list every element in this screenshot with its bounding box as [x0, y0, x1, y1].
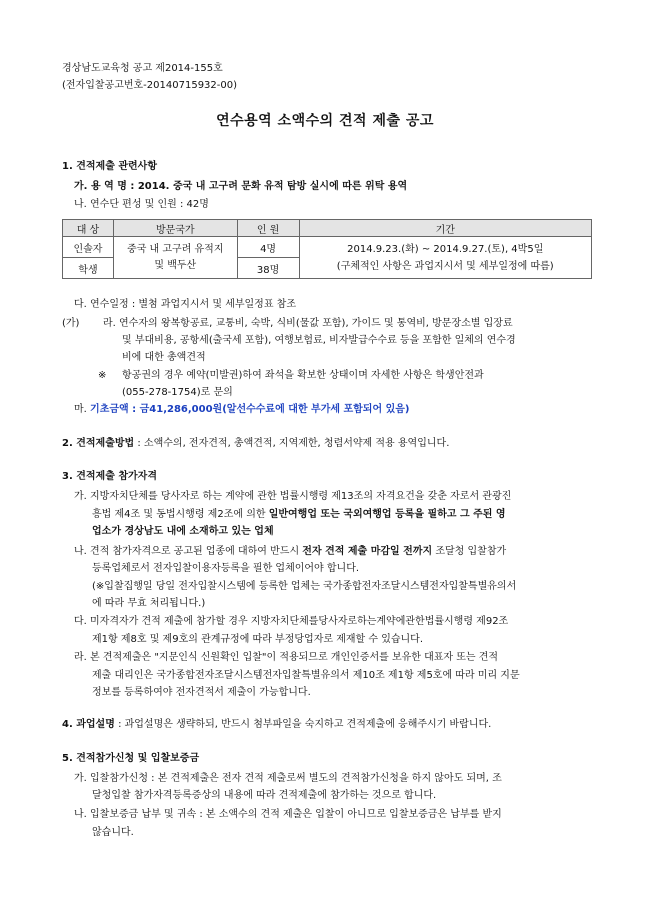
document-title: 연수용역 소액수의 견적 제출 공고 [216, 113, 434, 129]
s1-item-ra-cont: 및 부대비용, 공항세(출국세 포함), 여행보험료, 비자발급수수료 등을 포함한 일체의 연수경 [122, 335, 516, 346]
table-header-cell: 기간 [299, 220, 591, 237]
s1-item-ga: 가. 용 역 명 : 2014. 중국 내 고구려 문화 유적 탐방 실시에 따른 위탁 용역 [74, 181, 408, 192]
period-line: (구체적인 사항은 과업지시서 및 세부일정에 따름) [336, 260, 554, 272]
note-mark: ※ [98, 370, 107, 381]
notice-number: 경상남도교육청 공고 제2014-155호 [62, 63, 223, 74]
s3-item-ra-cont: 정보를 등록하여야 전자견적서 제출이 가능합니다. [92, 687, 311, 698]
s3-item-da: 다. 미자격자가 견적 제출에 참가할 경우 지방자치단체를당사자로하는계약에관한법률시행령 제92조 [74, 616, 509, 627]
s3-na-plain: 조달청 입찰참가 [432, 546, 507, 557]
table-header-cell: 대 상 [63, 220, 114, 237]
base-amount: 기초금액 : 금41,286,000원(알선수수료에 대한 부가세 포함되어 있음) [90, 404, 410, 415]
s3-item-ga: 가. 지방자치단체를 당사자로 하는 계약에 관한 법률시행령 제13조의 자격요건을 갖춘 자로서 관광진 [74, 491, 512, 502]
s1-ra-prefix: (가) [62, 318, 80, 329]
s1-item-ra: 라. 연수자의 왕복항공료, 교통비, 숙박, 식비(물값 포함), 가이드 및 통역비, 방문장소별 입장료 [103, 318, 513, 329]
section-4-text: : 과업설명은 생략하되, 반드시 첨부파일을 숙지하고 견적제출에 응해주시기 바랍니다. [114, 719, 492, 730]
s3-item-na-cont: (※입찰집행일 당일 전자입찰시스템에 등록한 업체는 국가종합전자조달시스템전자입찰특별유의서 [92, 581, 517, 592]
s1-item-ma [74, 403, 410, 416]
s3-item-na-cont: 등록업체로서 전자입찰이용자등록을 필한 업체이어야 합니다. [92, 563, 360, 574]
s1-item-ra-cont: 비에 대한 총액견적 [122, 352, 206, 363]
s3-item-ra-cont: 제출 대리인은 국가종합전자조달시스템전자입찰특별유의서 제10조 제1항 제5호에 따라 미리 지문 [92, 670, 520, 681]
s1-note: 항공권의 경우 예약(미발권)하여 좌석을 확보한 상태이며 자세한 사항은 학생안전과 [122, 370, 484, 381]
section-4 [62, 718, 491, 731]
s3-item-da-cont: 제1항 제8호 및 제9호의 관계규정에 따라 부정당업자로 제재할 수 있습니다. [92, 634, 424, 645]
s5-item-na-cont: 않습니다. [92, 827, 134, 838]
s3-item-na-cont: 에 따라 무효 처리됩니다.) [92, 598, 206, 609]
section-3-heading: 3. 견적제출 참가자격 [62, 471, 157, 482]
e-notice-number: (전자입찰공고번호-20140715932-00) [62, 80, 238, 91]
section-1-heading: 1. 견적제출 관련사항 [62, 161, 157, 172]
s3-item-na [74, 545, 506, 558]
section-4-heading: 4. 과업설명 [62, 719, 115, 730]
table-cell-country [113, 237, 237, 279]
table-cell-target: 인솔자 [63, 237, 114, 258]
country-line: 및 백두산 [154, 259, 197, 271]
table-cell-count: 4명 [237, 237, 299, 258]
section-2 [62, 437, 449, 450]
s1-item-da: 다. 연수일정 : 별첨 과업지시서 및 세부일정표 참조 [74, 299, 296, 310]
table-row [63, 237, 592, 258]
section-5-heading: 5. 견적참가신청 및 입찰보증금 [62, 753, 200, 764]
period-line: 2014.9.23.(화) ~ 2014.9.27.(토), 4박5일 [347, 243, 544, 255]
section-2-heading: 2. 견적제출방법 [62, 438, 135, 449]
country-line: 중국 내 고구려 유적지 [127, 243, 224, 255]
s5-item-ga-cont: 달청입찰 참가자격등록증상의 내용에 따라 견적제출에 참가하는 것으로 합니다. [92, 790, 437, 801]
table-header-cell: 인 원 [237, 220, 299, 237]
s3-ga-plain: 흥법 제4조 및 동법시행령 제2조에 의한 [92, 509, 269, 520]
s3-item-ga-cont: 업소가 경상남도 내에 소재하고 있는 업체 [92, 526, 274, 537]
s1-ma-prefix: 마. [74, 404, 91, 415]
s5-item-na: 나. 입찰보증금 납부 및 귀속 : 본 소액수의 견적 제출은 입찰이 아니므로 입찰보증금은 납부를 받지 [74, 809, 502, 820]
table-header-cell: 방문국가 [113, 220, 237, 237]
section-2-text: : 소액수의, 전자견적, 총액견적, 지역제한, 청렴서약제 적용 용역입니다. [134, 438, 450, 449]
table-cell-period [299, 237, 591, 279]
s1-item-na: 나. 연수단 편성 및 인원 : 42명 [74, 199, 209, 210]
s3-ga-emphasis: 일반여행업 또는 국외여행업 등록을 필하고 그 주된 영 [268, 509, 506, 520]
table-cell-target: 학생 [63, 258, 114, 279]
group-composition-table [62, 219, 592, 279]
s1-note-cont: (055-278-1754)로 문의 [122, 387, 233, 398]
s5-item-ga: 가. 입찰참가신청 : 본 견적제출은 전자 견적 제출로써 별도의 견적참가신청을 하지 않아도 되며, 조 [74, 773, 502, 784]
table-header-row [63, 220, 592, 237]
s3-item-ra: 라. 본 견적제출은 "지문인식 신원확인 입찰"이 적용되므로 개인인증서를 보유한 대표자 또는 견적 [74, 652, 499, 663]
s3-item-ga-cont [92, 508, 506, 521]
s3-na-plain: 나. 견적 참가자격으로 공고된 업종에 대하여 반드시 [74, 546, 303, 557]
s3-na-emphasis: 전자 견적 제출 마감일 전까지 [302, 546, 433, 557]
table-cell-count: 38명 [237, 258, 299, 279]
